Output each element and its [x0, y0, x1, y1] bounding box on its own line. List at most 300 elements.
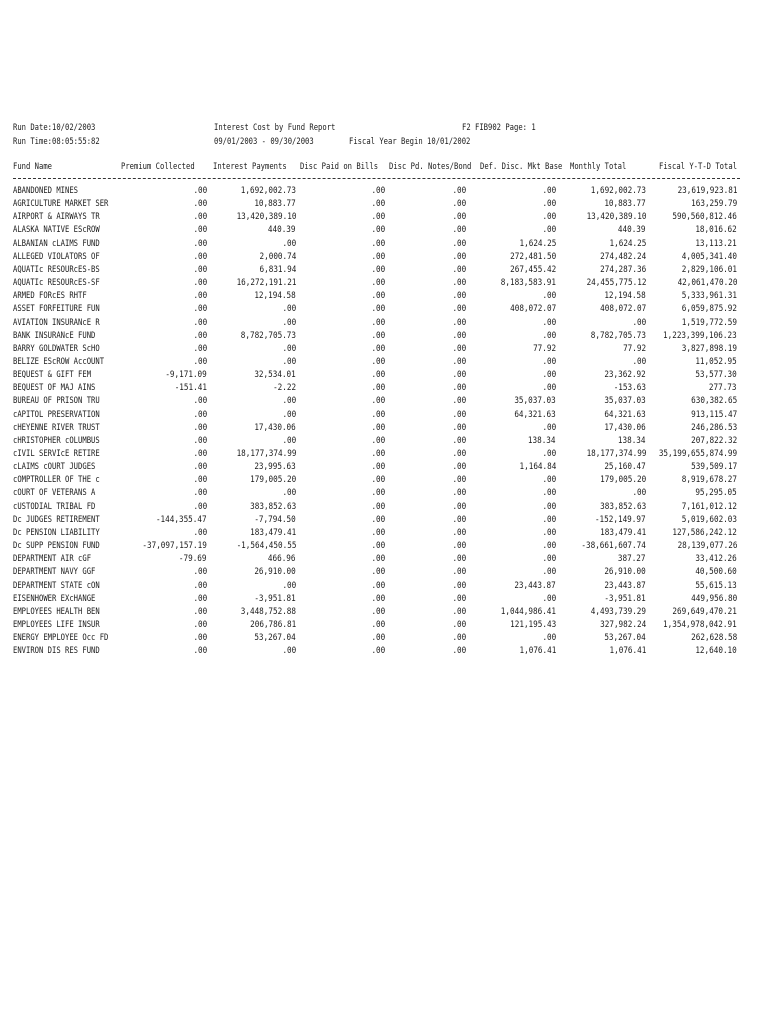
cell-disc-paid-bills	[369, 186, 385, 196]
table-row	[0, 304, 770, 317]
cell-value: .00	[193, 462, 207, 473]
cell-value: .00	[452, 422, 466, 433]
cell-fund-name: BEQUEST & GIFT FEM	[13, 370, 92, 381]
table-row	[0, 186, 770, 199]
cell-value: 1,354,978,042.91	[663, 619, 737, 630]
cell-value: .00	[452, 606, 466, 617]
report-period: 09/01/2003 - 09/30/2003	[214, 137, 314, 147]
cell-disc-notes-bond	[450, 265, 466, 275]
cell-interest-payments	[242, 502, 296, 512]
cell-premium-collected	[131, 541, 207, 551]
cell-def-disc-mkt-base	[540, 528, 556, 538]
cell-def-disc-mkt-base	[540, 502, 556, 512]
cell-value: 5,019,602.03	[681, 514, 737, 525]
cell-interest-payments	[242, 475, 296, 485]
cell-value: 277.73	[709, 383, 737, 394]
cell-value: 35,037.03	[604, 396, 646, 407]
cell-fiscal-ytd-total	[672, 344, 737, 354]
cell-value: .00	[452, 633, 466, 644]
cell-premium-collected	[191, 410, 207, 420]
cell-value: .00	[542, 514, 556, 525]
cell-value: .00	[542, 475, 556, 486]
cell-value: .00	[371, 488, 385, 499]
cell-value: 13,113.21	[695, 238, 737, 249]
cell-monthly-total	[597, 291, 646, 301]
cell-interest-payments	[253, 265, 296, 275]
cell-value: 1,044,986.41	[500, 606, 556, 617]
cell-interest-payments	[231, 607, 296, 617]
cell-fund-name: Dc PENSION LIABILITY	[13, 527, 100, 538]
cell-value: 11,052.95	[695, 356, 737, 367]
cell-premium-collected	[191, 449, 207, 459]
cell-value: .00	[282, 343, 296, 354]
cell-value: .00	[371, 527, 385, 538]
cell-monthly-total	[603, 646, 646, 656]
cell-value: 77.92	[622, 343, 646, 354]
cell-def-disc-mkt-base	[540, 449, 556, 459]
cell-disc-paid-bills	[369, 436, 385, 446]
cell-value: 274,287.36	[599, 264, 646, 275]
cell-value: 1,624.25	[519, 238, 556, 249]
cell-disc-paid-bills	[369, 225, 385, 235]
cell-interest-payments	[231, 186, 296, 196]
cell-value: -7,794.50	[254, 514, 296, 525]
cell-value: .00	[371, 567, 385, 578]
cell-value: 12,194.58	[254, 291, 296, 302]
cell-value: 53,267.04	[604, 633, 646, 644]
cell-value: 55,615.13	[695, 580, 737, 591]
cell-fiscal-ytd-total	[688, 225, 737, 235]
cell-value: .00	[452, 330, 466, 341]
cell-def-disc-mkt-base	[540, 212, 556, 222]
cell-value: 1,164.84	[519, 462, 556, 473]
cell-value: .00	[452, 409, 466, 420]
cell-premium-collected	[191, 212, 207, 222]
cell-value: .00	[542, 330, 556, 341]
cell-disc-paid-bills	[369, 633, 385, 643]
cell-value: .00	[452, 343, 466, 354]
cell-disc-notes-bond	[450, 396, 466, 406]
table-row	[0, 357, 770, 370]
cell-fund-name: cHRISTOPHER cOLUMBUS	[13, 435, 100, 446]
cell-def-disc-mkt-base	[513, 646, 556, 656]
cell-value: .00	[632, 356, 646, 367]
cell-disc-notes-bond	[450, 515, 466, 525]
cell-disc-paid-bills	[369, 646, 385, 656]
cell-value: 183,479.41	[599, 527, 646, 538]
cell-premium-collected	[191, 607, 207, 617]
cell-fund-name: cLAIMS cOURT JUDGES	[13, 462, 96, 473]
cell-value: .00	[371, 435, 385, 446]
cell-value: 183,479.41	[249, 527, 296, 538]
cell-fiscal-ytd-total	[667, 186, 737, 196]
cell-def-disc-mkt-base	[540, 186, 556, 196]
cell-value: .00	[371, 593, 385, 604]
cell-value: .00	[193, 580, 207, 591]
cell-value: 8,183,583.91	[500, 278, 556, 289]
cell-monthly-total	[581, 607, 646, 617]
cell-value: .00	[452, 199, 466, 210]
cell-value: .00	[452, 264, 466, 275]
cell-value: .00	[193, 567, 207, 578]
cell-value: 1,624.25	[609, 238, 646, 249]
cell-disc-notes-bond	[450, 370, 466, 380]
cell-disc-paid-bills	[369, 331, 385, 341]
cell-value: 40,500.60	[695, 567, 737, 578]
cell-fund-name: DEPARTMENT NAVY GGF	[13, 567, 96, 578]
cell-premium-collected	[191, 239, 207, 249]
table-row	[0, 331, 770, 344]
cell-value: 25,160.47	[604, 462, 646, 473]
cell-value: 539,509.17	[690, 462, 737, 473]
cell-value: .00	[452, 370, 466, 381]
cell-value: .00	[452, 488, 466, 499]
cell-value: .00	[371, 633, 385, 644]
cell-interest-payments	[280, 239, 296, 249]
cell-value: 10,883.77	[604, 199, 646, 210]
cell-def-disc-mkt-base	[540, 488, 556, 498]
cell-value: .00	[371, 330, 385, 341]
cell-value: .00	[371, 304, 385, 315]
cell-fiscal-ytd-total	[683, 410, 737, 420]
cell-disc-paid-bills	[369, 462, 385, 472]
cell-value: 16,272,191.21	[236, 278, 296, 289]
cell-def-disc-mkt-base	[540, 291, 556, 301]
cell-value: .00	[282, 238, 296, 249]
cell-disc-notes-bond	[450, 291, 466, 301]
cell-value: .00	[193, 238, 207, 249]
cell-premium-collected	[191, 396, 207, 406]
cell-value: .00	[371, 199, 385, 210]
cell-fund-name: DEPARTMENT AIR cGF	[13, 554, 92, 565]
cell-interest-payments	[253, 252, 296, 262]
cell-def-disc-mkt-base	[513, 239, 556, 249]
cell-fund-name: cOMPTROLLER OF THE c	[13, 475, 100, 486]
cell-fiscal-ytd-total	[667, 541, 737, 551]
cell-value: .00	[193, 449, 207, 459]
cell-disc-paid-bills	[369, 581, 385, 591]
cell-value: 466.96	[268, 554, 296, 565]
fiscal-year-begin: Fiscal Year Begin 10/01/2002	[349, 137, 471, 147]
cell-value: 32,534.01	[254, 370, 296, 381]
cell-value: .00	[452, 186, 466, 196]
cell-disc-notes-bond	[450, 502, 466, 512]
report-code-page: F2 FIB902 Page: 1	[462, 123, 536, 133]
cell-def-disc-mkt-base	[502, 265, 556, 275]
cell-value: .00	[193, 304, 207, 315]
cell-value: 10,883.77	[254, 199, 296, 210]
cell-value: 387.27	[618, 554, 646, 565]
cell-value: 2,000.74	[259, 251, 296, 262]
cell-monthly-total	[592, 252, 646, 262]
cell-value: -38,661,607.74	[581, 541, 646, 552]
cell-value: .00	[452, 567, 466, 578]
cell-fund-name: BELIZE EScROW AccOUNT	[13, 356, 105, 367]
cell-disc-paid-bills	[369, 357, 385, 367]
cell-value: .00	[452, 514, 466, 525]
cell-disc-paid-bills	[369, 291, 385, 301]
cell-disc-notes-bond	[450, 344, 466, 354]
cell-disc-notes-bond	[450, 423, 466, 433]
cell-value: .00	[193, 475, 207, 486]
table-row	[0, 278, 770, 291]
cell-interest-payments	[226, 449, 296, 459]
cell-def-disc-mkt-base	[491, 607, 556, 617]
cell-disc-notes-bond	[450, 383, 466, 393]
cell-fiscal-ytd-total	[688, 581, 737, 591]
table-row	[0, 515, 770, 528]
cell-interest-payments	[263, 554, 296, 564]
cell-fiscal-ytd-total	[688, 554, 737, 564]
cell-value: .00	[193, 317, 207, 328]
cell-premium-collected	[191, 594, 207, 604]
cell-fund-name: cOURT OF VETERANS A	[13, 488, 96, 499]
cell-monthly-total	[586, 515, 646, 525]
cell-disc-notes-bond	[450, 541, 466, 551]
cell-value: .00	[371, 449, 385, 459]
cell-value: .00	[542, 317, 556, 328]
cell-value: .00	[371, 291, 385, 302]
cell-value: 1,692,002.73	[240, 186, 296, 196]
cell-value: 121,195.43	[509, 619, 556, 630]
cell-fund-name: cHEYENNE RIVER TRUST	[13, 422, 100, 433]
cell-value: 449,956.80	[690, 593, 737, 604]
cell-def-disc-mkt-base	[507, 396, 556, 406]
cell-value: .00	[542, 554, 556, 565]
cell-disc-paid-bills	[369, 449, 385, 459]
cell-value: 64,321.63	[514, 409, 556, 420]
cell-disc-paid-bills	[369, 607, 385, 617]
cell-fiscal-ytd-total	[688, 370, 737, 380]
cell-fund-name: BEQUEST OF MAJ AINS	[13, 383, 96, 394]
cell-value: .00	[371, 514, 385, 525]
cell-fund-name: EISENHOWER EXcHANGE	[13, 593, 96, 604]
cell-disc-notes-bond	[450, 199, 466, 209]
cell-value: .00	[452, 317, 466, 328]
cell-value: .00	[371, 396, 385, 407]
cell-premium-collected	[174, 554, 207, 564]
cell-def-disc-mkt-base	[491, 278, 556, 288]
cell-def-disc-mkt-base	[540, 225, 556, 235]
cell-def-disc-mkt-base	[523, 436, 556, 446]
cell-disc-paid-bills	[369, 278, 385, 288]
cell-interest-payments	[280, 304, 296, 314]
cell-value: -3,951.81	[604, 593, 646, 604]
cell-premium-collected	[191, 528, 207, 538]
cell-def-disc-mkt-base	[540, 370, 556, 380]
cell-fund-name: ASSET FORFEITURE FUN	[13, 304, 100, 315]
cell-disc-notes-bond	[450, 278, 466, 288]
cell-value: .00	[452, 396, 466, 407]
cell-disc-paid-bills	[369, 567, 385, 577]
cell-value: .00	[282, 580, 296, 591]
cell-value: -153.63	[613, 383, 646, 394]
table-row	[0, 436, 770, 449]
cell-value: .00	[452, 383, 466, 394]
cell-value: -9,171.09	[165, 370, 207, 381]
cell-value: .00	[193, 488, 207, 499]
cell-disc-paid-bills	[369, 554, 385, 564]
cell-def-disc-mkt-base	[507, 410, 556, 420]
cell-value: 138.34	[618, 435, 646, 446]
cell-value: 1,076.41	[609, 646, 646, 657]
cell-value: .00	[371, 264, 385, 275]
cell-value: 18,016.62	[695, 225, 737, 236]
cell-disc-notes-bond	[450, 567, 466, 577]
cell-value: 269,649,470.21	[672, 606, 737, 617]
cell-interest-payments	[269, 383, 296, 393]
cell-fiscal-ytd-total	[645, 449, 737, 459]
table-row	[0, 344, 770, 357]
cell-disc-notes-bond	[450, 357, 466, 367]
cell-monthly-total	[630, 318, 646, 328]
cell-value: .00	[193, 501, 207, 512]
cell-interest-payments	[226, 541, 296, 551]
cell-monthly-total	[613, 554, 646, 564]
cell-premium-collected	[191, 567, 207, 577]
cell-def-disc-mkt-base	[540, 541, 556, 551]
cell-disc-notes-bond	[450, 646, 466, 656]
cell-fund-name: cUSTODIAL TRIBAL FD	[13, 501, 96, 512]
cell-value: 2,829,106.01	[681, 264, 737, 275]
cell-premium-collected	[191, 488, 207, 498]
cell-interest-payments	[280, 357, 296, 367]
cell-value: 179,005.20	[249, 475, 296, 486]
cell-value: .00	[282, 435, 296, 446]
cell-value: 630,382.65	[690, 396, 737, 407]
cell-value: 35,199,655,874.99	[658, 449, 737, 459]
cell-interest-payments	[247, 462, 296, 472]
cell-fiscal-ytd-total	[672, 515, 737, 525]
cell-def-disc-mkt-base	[502, 620, 556, 630]
cell-value: 77.92	[532, 343, 556, 354]
cell-fiscal-ytd-total	[672, 502, 737, 512]
cell-value: .00	[452, 475, 466, 486]
cell-fund-name: BANK INSURANcE FUND	[13, 330, 96, 341]
cell-value: 42,061,470.20	[677, 278, 737, 289]
cell-def-disc-mkt-base	[540, 383, 556, 393]
cell-monthly-total	[597, 462, 646, 472]
cell-fund-name: cIVIL SERVIcE RETIRE	[13, 449, 100, 459]
cell-premium-collected	[191, 318, 207, 328]
cell-disc-notes-bond	[450, 488, 466, 498]
cell-value: 274,482.24	[599, 251, 646, 262]
cell-monthly-total	[619, 344, 646, 354]
cell-def-disc-mkt-base	[502, 252, 556, 262]
cell-value: .00	[371, 251, 385, 262]
cell-monthly-total	[592, 265, 646, 275]
table-row	[0, 502, 770, 515]
cell-value: 6,831.94	[259, 264, 296, 275]
cell-fiscal-ytd-total	[672, 304, 737, 314]
cell-disc-paid-bills	[369, 475, 385, 485]
cell-value: 17,430.06	[604, 422, 646, 433]
cell-value: 5,333,961.31	[681, 291, 737, 302]
cell-value: .00	[542, 633, 556, 644]
cell-value: 440.39	[268, 225, 296, 236]
cell-fiscal-ytd-total	[672, 291, 737, 301]
cell-value: .00	[452, 646, 466, 657]
cell-premium-collected	[158, 370, 207, 380]
cell-value: .00	[542, 199, 556, 210]
cell-monthly-total	[570, 541, 646, 551]
cell-value: .00	[452, 251, 466, 262]
cell-def-disc-mkt-base	[540, 423, 556, 433]
cell-def-disc-mkt-base	[540, 554, 556, 564]
cell-value: .00	[371, 186, 385, 196]
cell-fiscal-ytd-total	[672, 265, 737, 275]
table-row	[0, 475, 770, 488]
cell-def-disc-mkt-base	[540, 515, 556, 525]
cell-monthly-total	[597, 581, 646, 591]
cell-value: -79.69	[179, 554, 207, 565]
cell-value: 1,692,002.73	[590, 186, 646, 196]
cell-interest-payments	[280, 488, 296, 498]
cell-value: .00	[542, 541, 556, 552]
cell-value: .00	[452, 593, 466, 604]
cell-value: 6,059,875.92	[681, 304, 737, 315]
cell-fund-name: ABANDONED MINES	[13, 186, 79, 196]
cell-value: 23,995.63	[254, 462, 296, 473]
cell-interest-payments	[247, 594, 296, 604]
cell-fund-name: AVIATION INSURANcE R	[13, 317, 100, 328]
cell-value: -151.41	[174, 383, 207, 394]
cell-value: .00	[452, 291, 466, 302]
cell-disc-notes-bond	[450, 462, 466, 472]
cell-fiscal-ytd-total	[704, 383, 737, 393]
cell-monthly-total	[592, 502, 646, 512]
cell-premium-collected	[191, 581, 207, 591]
cell-monthly-total	[630, 357, 646, 367]
cell-disc-notes-bond	[450, 436, 466, 446]
cell-fiscal-ytd-total	[672, 475, 737, 485]
cell-fund-name: BUREAU OF PRISON TRU	[13, 396, 100, 407]
cell-def-disc-mkt-base	[540, 633, 556, 643]
cell-monthly-total	[581, 186, 646, 196]
cell-value: .00	[193, 409, 207, 420]
cell-value: .00	[542, 356, 556, 367]
cell-value: 23,362.92	[604, 370, 646, 381]
cell-value: 64,321.63	[604, 409, 646, 420]
cell-fiscal-ytd-total	[672, 318, 737, 328]
cell-monthly-total	[597, 423, 646, 433]
cell-value: 23,619,923.81	[677, 186, 737, 196]
cell-fiscal-ytd-total	[650, 620, 737, 630]
cell-value: .00	[193, 356, 207, 367]
cell-value: .00	[452, 212, 466, 223]
cell-value: .00	[452, 501, 466, 512]
cell-disc-notes-bond	[450, 528, 466, 538]
cell-monthly-total	[592, 528, 646, 538]
cell-monthly-total	[630, 488, 646, 498]
cell-disc-paid-bills	[369, 620, 385, 630]
cell-monthly-total	[613, 225, 646, 235]
cell-value: .00	[282, 409, 296, 420]
cell-fund-name: AIRPORT & AIRWAYS TR	[13, 212, 100, 223]
cell-value: 3,448,752.88	[240, 606, 296, 617]
cell-value: .00	[371, 554, 385, 565]
cell-disc-notes-bond	[450, 331, 466, 341]
cell-value: .00	[452, 238, 466, 249]
table-row	[0, 318, 770, 331]
cell-value: .00	[542, 370, 556, 381]
cell-value: 590,560,812.46	[672, 212, 737, 223]
cell-disc-paid-bills	[369, 370, 385, 380]
cell-value: 12,640.10	[695, 646, 737, 657]
cell-value: 179,005.20	[599, 475, 646, 486]
cell-premium-collected	[191, 646, 207, 656]
cell-fiscal-ytd-total	[683, 423, 737, 433]
